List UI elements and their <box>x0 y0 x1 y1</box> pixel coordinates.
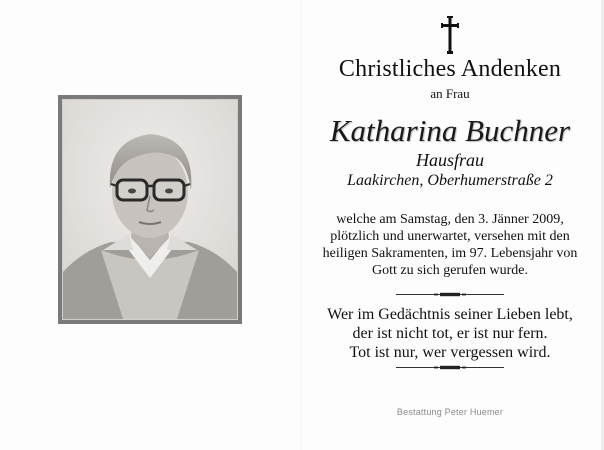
ornamental-divider-bottom <box>396 365 504 370</box>
card-heading: Christliches Andenken <box>338 56 562 82</box>
portrait-photo <box>62 99 238 320</box>
verse-line: Tot ist nur, wer vergessen wird. <box>349 344 551 361</box>
undertaker-credit: Bestattung Peter Huemer <box>396 407 504 417</box>
address: Laakirchen, Oberhumerstraße 2 <box>347 172 553 189</box>
ornamental-divider-top <box>396 292 504 297</box>
death-notice-text <box>312 211 588 279</box>
death-notice-line: welche am Samstag, den 3. Jänner 2009, <box>336 212 564 227</box>
verse-line: Wer im Gedächtnis seiner Lieben lebt, <box>327 306 573 323</box>
deceased-name: Katharina Buchner <box>329 113 571 148</box>
memorial-verse <box>312 305 588 362</box>
verse-line: der ist nicht tot, er ist nur fern. <box>352 325 548 342</box>
death-notice-line: Gott zu sich gerufen wurde. <box>372 263 528 278</box>
card-fold-line <box>301 0 302 450</box>
portrait-illustration <box>63 100 237 319</box>
death-notice-line: heiligen Sakramenten, im 97. Lebensjahr von <box>322 246 578 261</box>
salutation: an Frau <box>430 86 470 101</box>
portrait-frame <box>58 95 242 324</box>
occupation: Hausfrau <box>415 150 484 170</box>
cross-icon <box>439 16 461 54</box>
death-notice-line: plötzlich und unerwartet, versehen mit den <box>330 229 570 244</box>
